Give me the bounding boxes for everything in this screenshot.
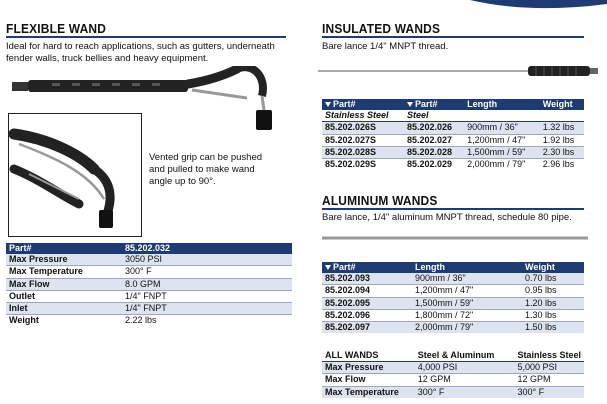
cell: 85.202.027 [404,134,464,146]
flexible-table-header [6,243,292,254]
table-row [322,362,584,374]
table-row [322,285,584,297]
cell: 85.202.029 [406,159,452,170]
insulated-subheader [322,110,584,122]
table-row [322,297,584,309]
flexible-wand-title: FLEXIBLE WAND [6,21,107,36]
cell: 85.202.026S [322,122,404,134]
cell: 1,500mm / 59" [464,146,540,158]
all-wands-table [322,350,584,398]
aluminum-table-header [322,262,584,273]
table-row [6,290,292,302]
column-header: ALL WANDS [325,350,379,360]
table-row [322,146,584,158]
spec-label: Inlet [6,303,122,315]
cell: 85.202.028S [322,146,404,158]
insulated-wands-description: Bare lance 1/4" MNPT thread. [322,41,449,52]
insulated-table [322,99,584,170]
cell: 2.30 lbs [540,146,584,158]
corner-swoosh-graphic [470,0,607,14]
column-header: Length [412,262,522,273]
table-row [6,254,292,266]
column-header: Part# [322,99,404,110]
cell: 0.95 lbs [522,285,584,297]
table-row [6,315,292,327]
column-header: Part# [322,262,412,273]
table-row [322,374,584,386]
spec-value: 300° F [122,266,292,278]
cell: 4,000 PSI [415,362,515,374]
flexible-wand-description: Ideal for hard to reach applications, such as gutters, underneath fender walls, truck bellies and heavy equipment. [6,41,275,64]
cell: Max Pressure [322,362,415,374]
table-row [6,303,292,315]
cell: 1.32 lbs [540,122,584,134]
cell: Max Flow [322,374,415,386]
cell: 85.202.028 [404,146,464,158]
subheader-stainless: Stainless Steel [322,110,404,122]
cell: 2,000mm / 79" [467,159,526,170]
cell: 85.202.094 [322,285,412,297]
insulated-wands-title: INSULATED WANDS [322,21,441,36]
aluminum-wands-description: Bare lance, 1/4" aluminum MNPT thread, schedule 80 pipe. [322,212,572,223]
cell: 900mm / 36" [464,122,540,134]
cell: 12 GPM [514,374,584,386]
cell: 1,800mm / 72" [412,309,522,321]
cell: 0.70 lbs [522,273,584,285]
table-row [322,386,584,398]
cell: 1,200mm / 47" [464,134,540,146]
insulated-title-rule [322,36,584,38]
cell: 1.92 lbs [540,134,584,146]
cell: 85.202.029S [325,159,377,170]
cell: 5,000 PSI [514,362,584,374]
table-row [322,122,584,134]
table-row [6,278,292,290]
all-wands-header [322,350,584,362]
spec-label: Max Flow [6,278,122,290]
triangle-down-icon [325,265,331,270]
cell: 85.202.095 [322,297,412,309]
table-row [6,266,292,278]
table-row [322,159,584,171]
triangle-down-icon [325,102,331,107]
spec-value: 1/4" FNPT [122,290,292,302]
cell: Max Temperature [322,386,415,398]
aluminum-table [322,262,584,333]
spec-label: Weight [9,315,39,326]
aluminum-wands-title: ALUMINUM WANDS [322,193,438,208]
flexible-header-label: Part# [6,243,122,254]
column-header: Part# [404,99,464,110]
flexible-header-part-number: 85.202.032 [122,243,292,254]
cell: 85.202.093 [322,273,412,285]
bent-wand-image [9,114,141,236]
subheader-steel: Steel [404,110,464,122]
spec-value: 8.0 GPM [122,278,292,290]
cell: 12 GPM [415,374,515,386]
cell: 85.202.027S [322,134,404,146]
cell: 300° F [415,386,515,398]
cell: 2,000mm / 79" [412,322,522,334]
bent-wand-photo-frame [8,113,142,237]
cell: 2.96 lbs [542,159,575,170]
table-row [322,309,584,321]
cell: 85.202.096 [322,309,412,321]
column-header: Weight [522,262,584,273]
flexible-spec-table [6,243,292,326]
spec-value: 3050 PSI [122,254,292,266]
cell: 1.50 lbs [522,322,584,334]
cell: 85.202.026 [404,122,464,134]
column-header: Length [464,99,540,110]
cell: 1,500mm / 59" [412,297,522,309]
column-header: Steel & Aluminum [417,350,495,360]
vented-grip-caption: Vented grip can be pushed and pulled to make wand angle up to 90°. [149,152,263,187]
cell: 300° F [514,386,584,398]
cell: 1.30 lbs [522,309,584,321]
cell: 85.202.097 [322,322,412,334]
insulated-wand-image [318,60,598,82]
flexible-title-rule [6,36,286,38]
cell: 1.20 lbs [522,297,584,309]
spec-label: Max Temperature [6,266,122,278]
column-header: Stainless Steel [517,350,581,360]
cell: 1,200mm / 47" [412,285,522,297]
table-row [322,322,584,334]
cell: 900mm / 36" [412,273,522,285]
column-header: Weight [540,99,584,110]
spec-label: Max Pressure [6,254,122,266]
spec-value: 1/4" FNPT [122,303,292,315]
aluminum-wand-image [322,234,588,242]
triangle-down-icon [407,102,413,107]
spec-label: Outlet [6,290,122,302]
spec-value: 2.22 lbs [125,315,157,326]
aluminum-title-rule [322,208,584,210]
table-row [322,273,584,285]
table-row [322,134,584,146]
insulated-table-header [322,99,584,110]
